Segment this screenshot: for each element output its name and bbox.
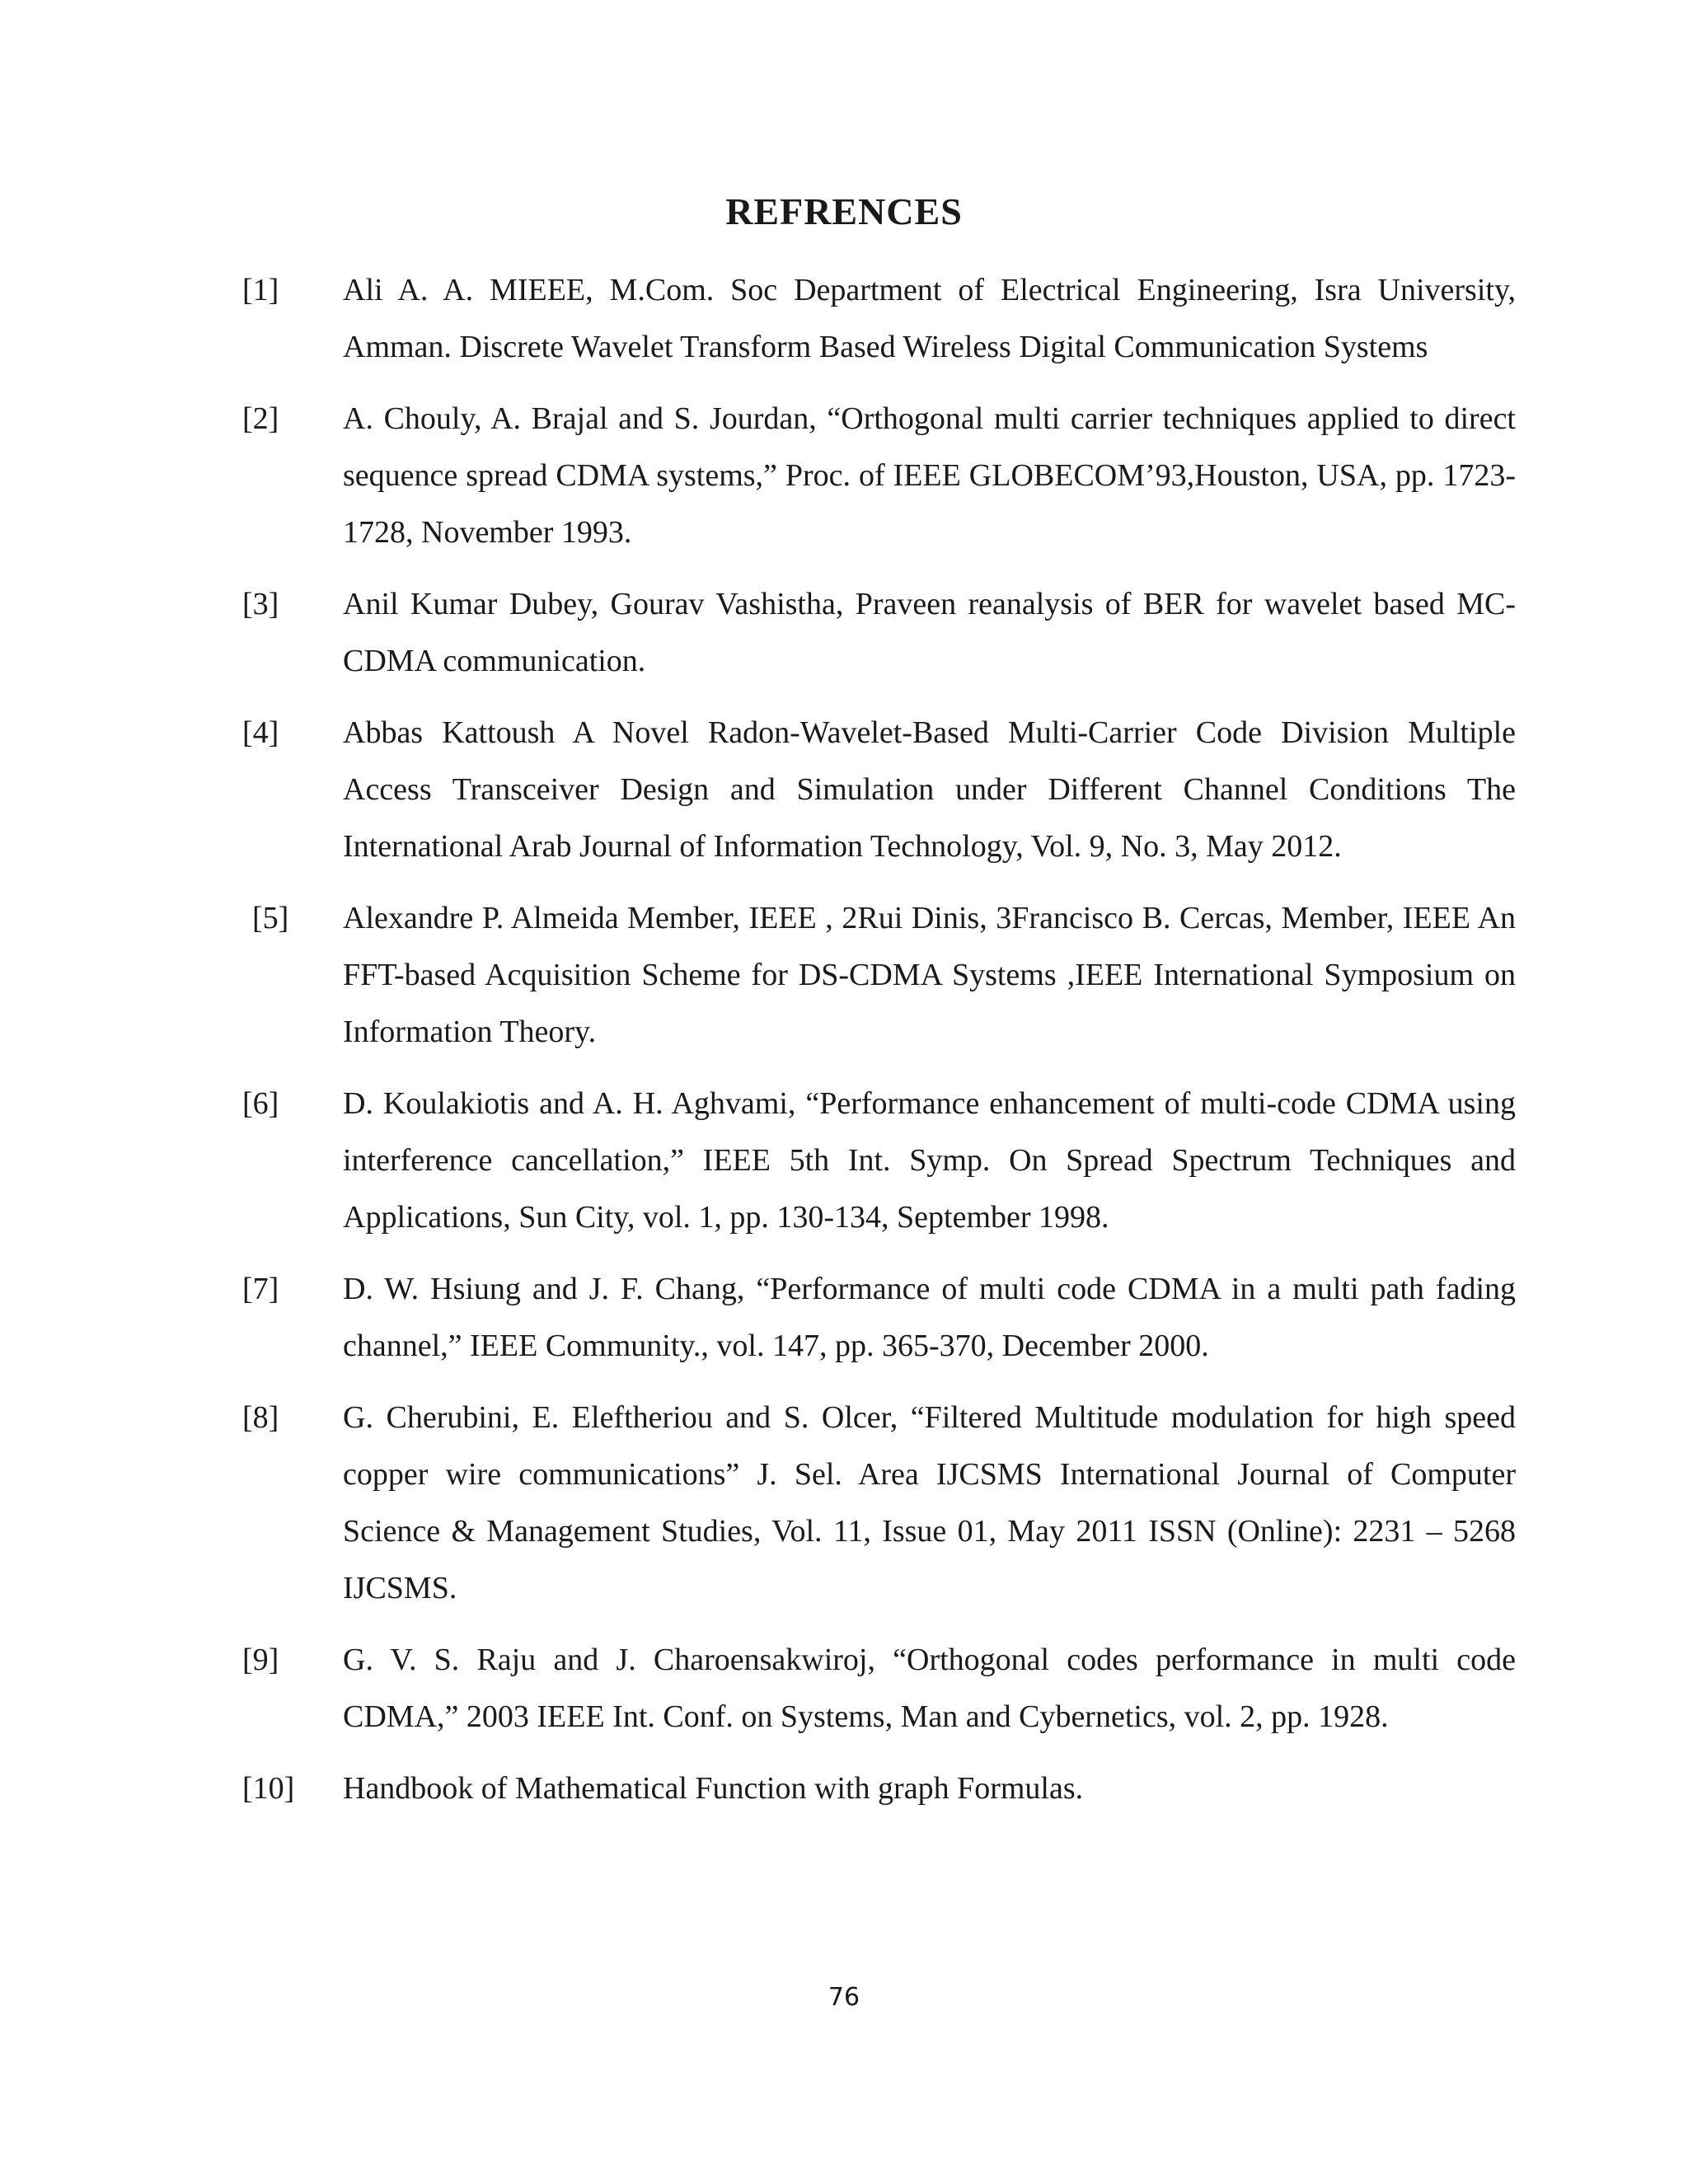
- reference-text: Handbook of Mathematical Function with graph Formulas.: [343, 1771, 1084, 1806]
- reference-text: G. V. S. Raju and J. Charoensakwiroj, “Orthogonal codes performance in multi code CDMA,” 2003 IEEE Int. Conf. on Systems, Man and Cybernetics, vol. 2, pp. 1928.: [343, 1643, 1516, 1734]
- page-number: 76: [828, 1983, 860, 2012]
- reference-item-5: [0, 890, 1688, 1061]
- reference-text: Anil Kumar Dubey, Gourav Vashistha, Praveen reanalysis of BER for wavelet based MC-CDMA communication.: [343, 587, 1516, 678]
- reference-text: D. Koulakiotis and A. H. Aghvami, “Performance enhancement of multi-code CDMA using interference cancellation,” IEEE 5th Int. Symp. On Spread Spectrum Techniques and Applications, Sun City, vol. 1, pp. 130-134, September 1998.: [343, 1086, 1516, 1235]
- reference-number: [7]: [242, 1272, 279, 1306]
- reference-item-8: [0, 1390, 1688, 1617]
- reference-item-4: [0, 705, 1688, 875]
- reference-number: [4]: [242, 715, 279, 750]
- reference-list: [0, 262, 1688, 1832]
- reference-number: [10]: [242, 1771, 295, 1806]
- reference-item-9: [0, 1632, 1688, 1746]
- reference-text: Abbas Kattoush A Novel Radon-Wavelet-Based Multi-Carrier Code Division Multiple Access Transceiver Design and Simulation under Different Channel Conditions The International Arab Journal of Information Technology, Vol. 9, No. 3, May 2012.: [343, 715, 1516, 864]
- reference-text: Ali A. A. MIEEE, M.Com. Soc Department of Electrical Engineering, Isra University, Amman. Discrete Wavelet Transform Based Wireless Digital Communication Systems: [343, 273, 1516, 364]
- reference-item-7: [0, 1261, 1688, 1375]
- reference-text: G. Cherubini, E. Eleftheriou and S. Olcer, “Filtered Multitude modulation for high speed copper wire communications” J. Sel. Area IJCSMS International Journal of Computer Science & Management Studies, Vol. 11, Issue 01, May 2011 ISSN (Online): 2231 – 5268 IJCSMS.: [343, 1400, 1516, 1605]
- reference-item-3: [0, 576, 1688, 690]
- reference-number: [8]: [242, 1400, 279, 1435]
- reference-text: Alexandre P. Almeida Member, IEEE , 2Rui Dinis, 3Francisco B. Cercas, Member, IEEE An FFT-based Acquisition Scheme for DS-CDMA Systems ,IEEE International Symposium on Information Theory.: [343, 901, 1516, 1049]
- reference-number: [9]: [242, 1643, 279, 1677]
- reference-number: [6]: [242, 1086, 279, 1121]
- reference-text: D. W. Hsiung and J. F. Chang, “Performance of multi code CDMA in a multi path fading channel,” IEEE Community., vol. 147, pp. 365-370, December 2000.: [343, 1272, 1516, 1363]
- reference-number: [5]: [252, 901, 289, 935]
- reference-number: [2]: [242, 401, 279, 436]
- reference-item-1: [0, 262, 1688, 376]
- reference-number: [1]: [242, 273, 279, 307]
- reference-item-6: [0, 1076, 1688, 1246]
- page-title: REFRENCES: [725, 190, 963, 232]
- reference-number: [3]: [242, 587, 279, 621]
- reference-item-10: [0, 1760, 1688, 1817]
- reference-text: A. Chouly, A. Brajal and S. Jourdan, “Orthogonal multi carrier techniques applied to direct sequence spread CDMA systems,” Proc. of IEEE GLOBECOM’93,Houston, USA, pp. 1723-1728, November 1993.: [343, 401, 1516, 550]
- reference-item-2: [0, 391, 1688, 561]
